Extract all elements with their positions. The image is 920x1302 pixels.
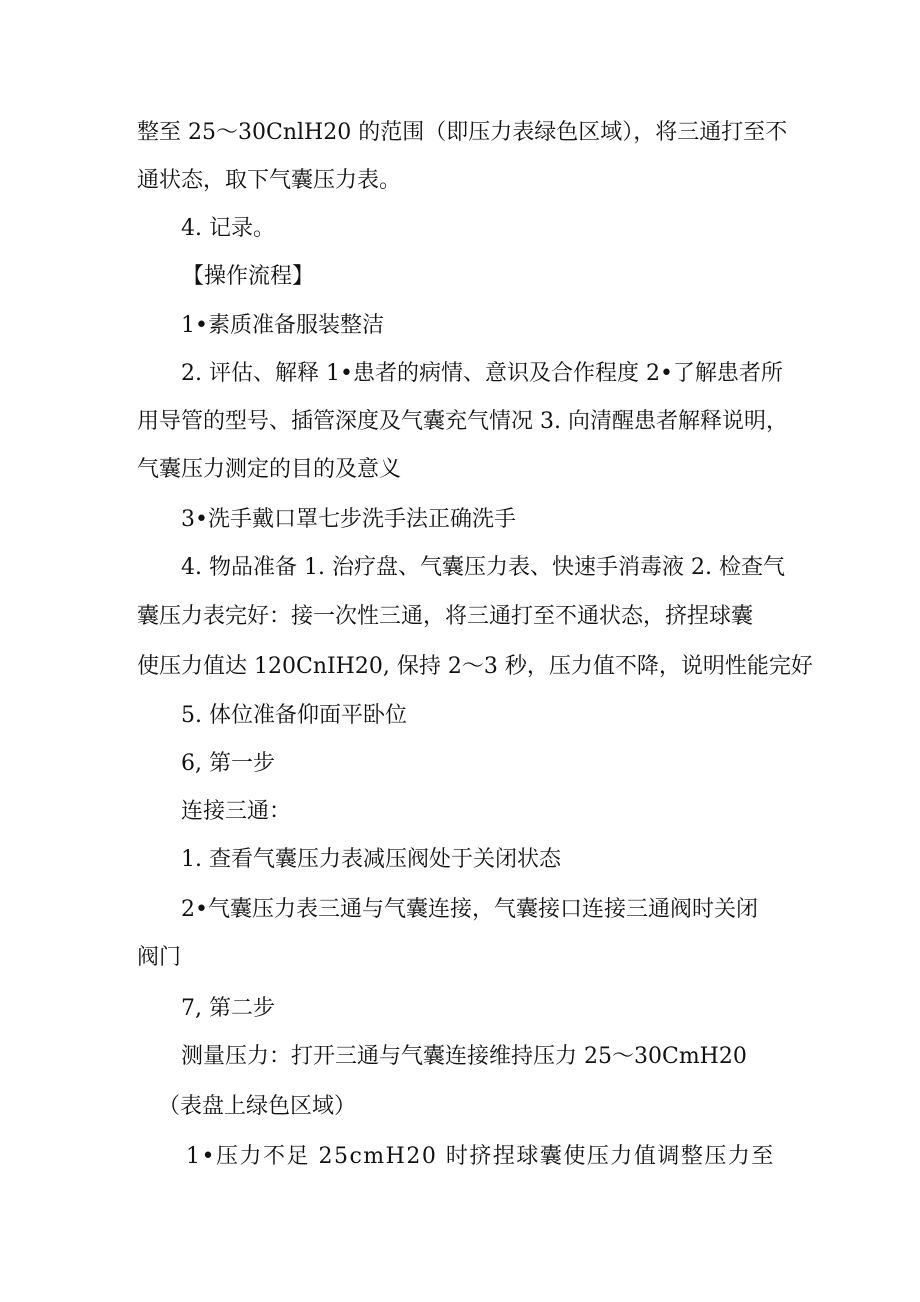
text-line-17: 2•气囊压力表三通与气囊连接，气囊接口连接三通阀时关闭 <box>181 897 758 922</box>
text-line-14: 6, 第一步 <box>181 751 275 776</box>
text-line-2: 通状态，取下气囊压力表。 <box>137 168 402 193</box>
text-line-20: 测量压力：打开三通与气囊连接维持压力 25～30CmH20 <box>181 1044 747 1069</box>
text-line-1: 整至 25～30CnlH20 的范围（即压力表绿色区域），将三通打至不 <box>137 120 788 145</box>
text-line-18: 阀门 <box>137 945 182 970</box>
section-heading: 【操作流程】 <box>182 264 315 289</box>
text-line-22: 1•压力不足 25cmH20 时挤捏球囊使压力值调整压力至 <box>186 1144 775 1169</box>
text-line-12: 使压力值达 120CnIH20, 保持 2～3 秒，压力值不降，说明性能完好 <box>137 654 813 679</box>
text-line-11: 囊压力表完好：接一次性三通，将三通打至不通状态，挤捏球囊 <box>137 604 754 629</box>
text-line-5: 1•素质准备服装整洁 <box>181 313 384 338</box>
text-line-6: 2. 评估、解释 1•患者的病情、意识及合作程度 2•了解患者所 <box>181 361 783 386</box>
text-line-10: 4. 物品准备 1. 治疗盘、气囊压力表、快速手消毒液 2. 检查气 <box>181 555 785 580</box>
text-line-19: 7, 第二步 <box>181 996 275 1021</box>
text-line-9: 3•洗手戴口罩七步洗手法正确洗手 <box>181 507 516 532</box>
text-line-7: 用导管的型号、插管深度及气囊充气情况 3. 向清醒患者解释说明， <box>137 409 788 434</box>
text-line-21: （表盘上绿色区域） <box>158 1094 357 1119</box>
text-line-13: 5. 体位准备仰面平卧位 <box>181 703 407 728</box>
text-line-3: 4. 记录。 <box>181 216 275 241</box>
text-line-16: 1. 查看气囊压力表减压阀处于关闭状态 <box>181 847 561 872</box>
text-line-8: 气囊压力测定的目的及意义 <box>137 457 402 482</box>
text-line-15: 连接三通： <box>181 799 292 824</box>
